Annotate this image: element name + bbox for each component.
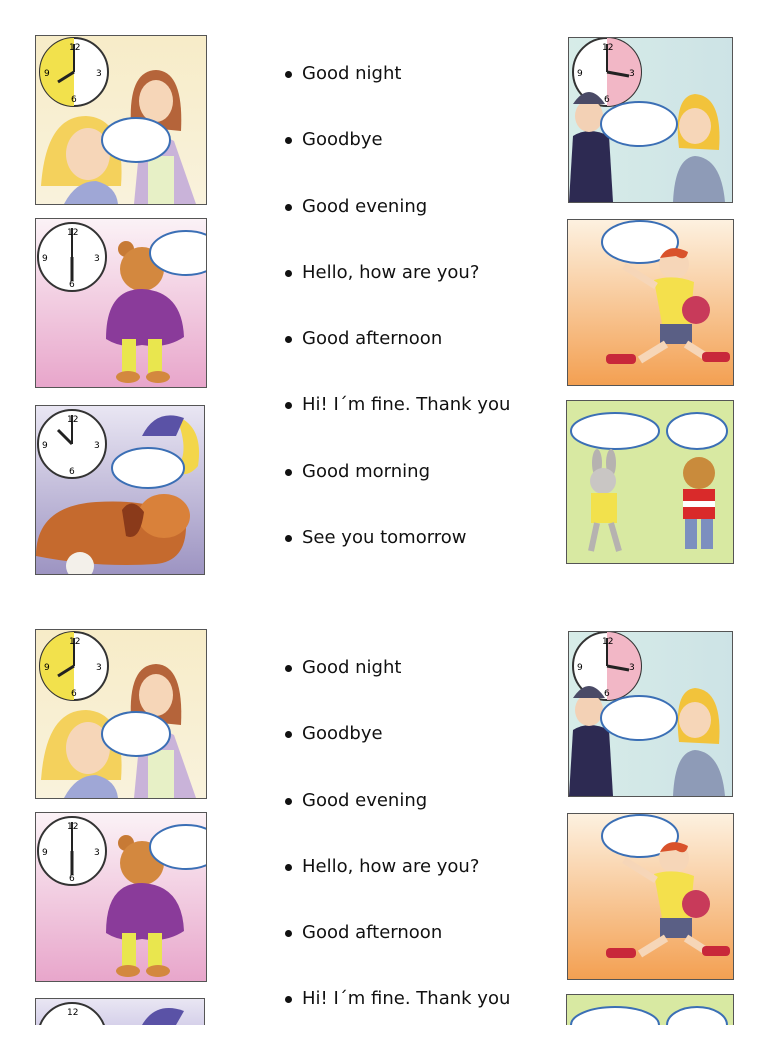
svg-text:9: 9 bbox=[577, 663, 583, 673]
speech-bubble-icon bbox=[112, 448, 184, 488]
svg-text:3: 3 bbox=[96, 69, 102, 79]
phrase-text: Good afternoon bbox=[302, 922, 443, 944]
svg-text:6: 6 bbox=[604, 689, 610, 699]
svg-text:6: 6 bbox=[71, 689, 77, 699]
bullet-icon bbox=[285, 402, 292, 409]
speech-bubble-icon bbox=[102, 712, 170, 756]
speech-bubble-icon bbox=[571, 1007, 659, 1025]
svg-text:3: 3 bbox=[629, 663, 635, 673]
phrase-text: Good evening bbox=[302, 195, 428, 217]
speech-bubble-icon bbox=[667, 1007, 727, 1025]
svg-text:9: 9 bbox=[42, 254, 48, 264]
phrase-item bbox=[285, 857, 510, 923]
svg-text:3: 3 bbox=[94, 254, 100, 264]
picture-dog-night bbox=[35, 405, 205, 575]
svg-text:6: 6 bbox=[69, 280, 75, 290]
phrase-text: Good night bbox=[302, 63, 402, 84]
picture-afternoon-policeman bbox=[568, 631, 733, 797]
phrase-item bbox=[285, 462, 510, 528]
phrase-item bbox=[285, 329, 510, 395]
phrase-item bbox=[285, 923, 510, 989]
svg-text:3: 3 bbox=[94, 848, 100, 858]
picture-morning-girls bbox=[35, 35, 207, 205]
svg-text:6: 6 bbox=[71, 95, 77, 105]
svg-text:9: 9 bbox=[44, 663, 50, 673]
svg-text:9: 9 bbox=[577, 69, 583, 79]
bullet-icon bbox=[285, 336, 292, 343]
phrase-text: Good afternoon bbox=[302, 328, 443, 350]
svg-text:6: 6 bbox=[604, 95, 610, 105]
speech-bubble-icon bbox=[102, 118, 170, 162]
bullet-icon bbox=[285, 535, 292, 542]
phrase-item bbox=[285, 658, 510, 724]
bullet-icon bbox=[285, 665, 292, 672]
speech-bubble-icon bbox=[571, 413, 659, 449]
svg-text:12: 12 bbox=[67, 415, 79, 425]
speech-bubble-icon bbox=[601, 102, 677, 146]
picture-bear-evening bbox=[35, 812, 207, 982]
picture-dog-night bbox=[35, 998, 205, 1025]
picture-rabbit-cat bbox=[566, 994, 734, 1025]
moon-icon bbox=[142, 1008, 184, 1025]
svg-text:3: 3 bbox=[629, 69, 635, 79]
phrase-text: Hi! I´m fine. Thank you bbox=[302, 394, 511, 416]
bullet-icon bbox=[285, 469, 292, 476]
phrase-text: Goodbye bbox=[302, 723, 383, 745]
picture-rabbit-cat bbox=[566, 400, 734, 564]
bullet-icon bbox=[285, 798, 292, 805]
picture-boy-skating bbox=[567, 813, 734, 980]
phrase-item bbox=[285, 130, 510, 196]
phrase-list-1 bbox=[285, 64, 510, 594]
svg-text:12: 12 bbox=[67, 822, 79, 832]
svg-text:12: 12 bbox=[69, 637, 81, 647]
bullet-icon bbox=[285, 731, 292, 738]
picture-afternoon-policeman bbox=[568, 37, 733, 203]
bullet-icon bbox=[285, 864, 292, 871]
phrase-item bbox=[285, 197, 510, 263]
bullet-icon bbox=[285, 137, 292, 144]
phrase-item bbox=[285, 263, 510, 329]
phrase-item bbox=[285, 395, 510, 461]
phrase-text: Good evening bbox=[302, 789, 428, 811]
phrase-text: Goodbye bbox=[302, 129, 383, 151]
svg-text:12: 12 bbox=[67, 228, 79, 238]
bullet-icon bbox=[285, 930, 292, 937]
picture-morning-girls bbox=[35, 629, 207, 799]
phrase-text: Good night bbox=[302, 657, 402, 678]
picture-boy-skating bbox=[567, 219, 734, 386]
phrase-text: Hello, how are you? bbox=[302, 261, 480, 283]
speech-bubble-icon bbox=[601, 696, 677, 740]
phrase-list-2 bbox=[285, 658, 510, 1056]
bullet-icon bbox=[285, 270, 292, 277]
phrase-item bbox=[285, 989, 510, 1055]
phrase-item bbox=[285, 528, 510, 594]
svg-text:9: 9 bbox=[44, 69, 50, 79]
svg-text:9: 9 bbox=[42, 848, 48, 858]
svg-text:9: 9 bbox=[42, 441, 48, 451]
phrase-item bbox=[285, 64, 510, 130]
picture-bear-evening bbox=[35, 218, 207, 388]
svg-text:6: 6 bbox=[69, 874, 75, 884]
bullet-icon bbox=[285, 71, 292, 78]
svg-text:6: 6 bbox=[69, 467, 75, 477]
phrase-item bbox=[285, 791, 510, 857]
svg-text:12: 12 bbox=[602, 637, 614, 647]
svg-text:12: 12 bbox=[69, 43, 81, 53]
phrase-item bbox=[285, 724, 510, 790]
svg-text:3: 3 bbox=[96, 663, 102, 673]
svg-text:3: 3 bbox=[94, 441, 100, 451]
bullet-icon bbox=[285, 204, 292, 211]
phrase-text: Hi! I´m fine. Thank you bbox=[302, 988, 511, 1010]
svg-text:12: 12 bbox=[67, 1008, 79, 1018]
bullet-icon bbox=[285, 996, 292, 1003]
phrase-text: Hello, how are you? bbox=[302, 855, 480, 877]
phrase-text: Good morning bbox=[302, 460, 430, 482]
phrase-text: See you tomorrow bbox=[302, 527, 467, 549]
svg-text:12: 12 bbox=[602, 43, 614, 53]
speech-bubble-icon bbox=[667, 413, 727, 449]
